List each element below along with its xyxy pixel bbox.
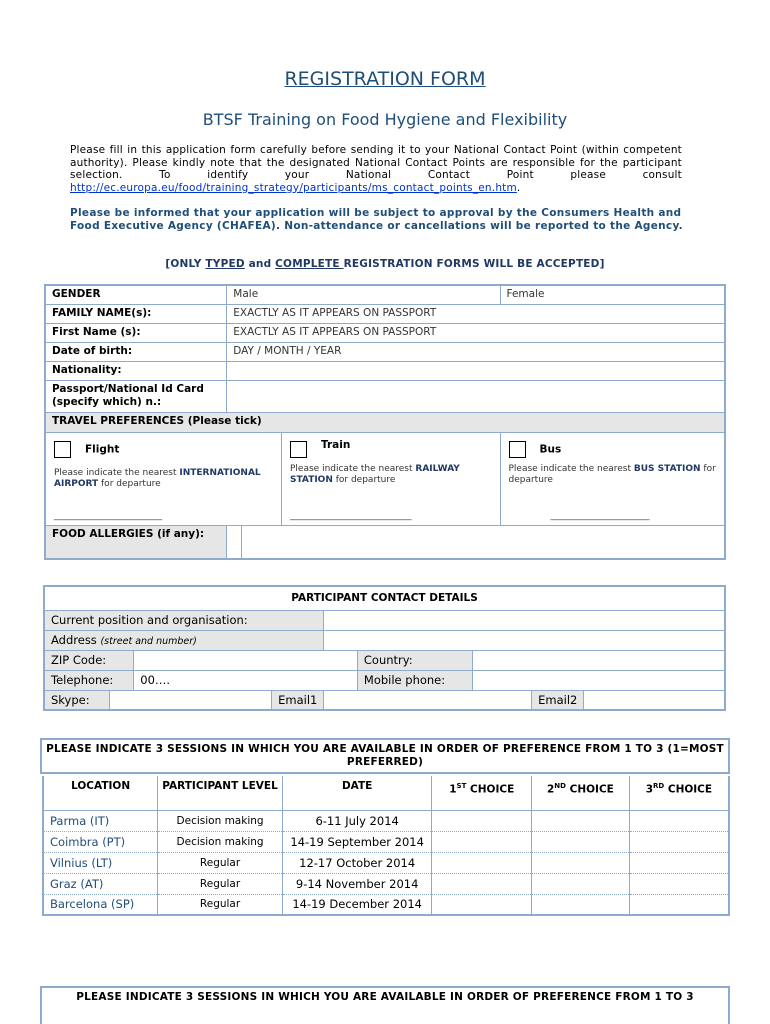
only-prefix: [ONLY xyxy=(165,258,206,270)
intro-end: . xyxy=(516,181,521,194)
col-level: PARTICIPANT LEVEL xyxy=(158,776,283,810)
intro-paragraph xyxy=(70,144,682,194)
choice2-num: 2 xyxy=(546,783,555,796)
session-level: Regular xyxy=(158,852,283,873)
accepted-forms-note xyxy=(0,258,770,270)
flight-note-a: Please indicate the nearest xyxy=(54,467,180,478)
food-allergies-label xyxy=(45,525,227,559)
contact-heading: PARTICIPANT CONTACT DETAILS xyxy=(44,586,725,610)
email2-label: Email2 xyxy=(532,690,584,710)
nationality-label: Nationality: xyxy=(45,361,227,380)
flight-checkbox[interactable] xyxy=(54,441,71,458)
intro-text: Please fill in this application form carefully before sending it to your National Contact Point (within competent authority). Please kindly note that the designated National Contact Points are responsible for the participant selection. To identify your National Contact Point please consult xyxy=(70,144,682,181)
bus-note-b: BUS STATION xyxy=(633,463,701,474)
form-title: REGISTRATION FORM xyxy=(284,68,486,90)
session-date: 14-19 September 2014 xyxy=(282,831,432,852)
skype-label: Skype: xyxy=(44,690,110,710)
bus-checkbox[interactable] xyxy=(509,441,526,458)
sessions-banner-2: PLEASE INDICATE 3 SESSIONS IN WHICH YOU ARE AVAILABLE IN ORDER OF PREFERENCE FROM 1 TO 3 xyxy=(40,986,730,1024)
dob-field[interactable]: DAY / MONTH / YEAR xyxy=(227,342,725,361)
train-checkbox[interactable] xyxy=(290,441,307,458)
session-date: 6-11 July 2014 xyxy=(282,810,432,831)
flight-option xyxy=(46,433,282,525)
country-label: Country: xyxy=(357,650,472,670)
form-subtitle: BTSF Training on Food Hygiene and Flexibility xyxy=(202,110,568,129)
position-field[interactable] xyxy=(324,610,725,630)
bus-line[interactable]: ______________________ xyxy=(550,510,650,521)
choice-3-cell[interactable] xyxy=(629,894,729,915)
nationality-field[interactable] xyxy=(227,361,725,380)
train-note xyxy=(290,464,494,486)
food-allergies-text: FOOD ALLERGIES (if any): xyxy=(52,527,205,540)
choice-3-cell[interactable] xyxy=(629,873,729,894)
first-name-field[interactable]: EXACTLY AS IT APPEARS ON PASSPORT xyxy=(227,323,725,342)
col-choice-2 xyxy=(532,776,630,810)
only-suffix: REGISTRATION FORMS WILL BE ACCEPTED] xyxy=(343,258,605,270)
session-date: 14-19 December 2014 xyxy=(282,894,432,915)
contact-details-table xyxy=(43,585,726,711)
choice1-sup: ST xyxy=(456,782,467,790)
choice-1-cell[interactable] xyxy=(432,873,532,894)
choice-3-cell[interactable] xyxy=(629,852,729,873)
email1-field[interactable] xyxy=(324,690,532,710)
gender-female-option[interactable]: Female xyxy=(500,285,725,304)
session-date: 9-14 November 2014 xyxy=(282,873,432,894)
choice-1-cell[interactable] xyxy=(432,894,532,915)
zip-field[interactable] xyxy=(134,650,358,670)
address-label xyxy=(44,630,324,650)
train-option xyxy=(282,433,500,525)
choice1-word: CHOICE xyxy=(466,783,515,796)
choice-2-cell[interactable] xyxy=(532,894,630,915)
session-location: Parma (IT) xyxy=(43,810,158,831)
passport-field[interactable] xyxy=(227,380,725,412)
telephone-label: Telephone: xyxy=(44,670,134,690)
choice2-sup: ND xyxy=(554,782,566,790)
col-date: DATE xyxy=(282,776,432,810)
gender-male-option[interactable]: Male xyxy=(227,285,500,304)
passport-label: Passport/National Id Card (specify which) n.: xyxy=(45,380,227,412)
choice2-word: CHOICE xyxy=(565,783,614,796)
session-location: Coimbra (PT) xyxy=(43,831,158,852)
table-row xyxy=(43,894,729,915)
table-row xyxy=(43,852,729,873)
contact-points-link[interactable]: http://ec.europa.eu/food/training_strategy/participants/ms_contact_points_en.htm xyxy=(70,181,517,194)
email1-label: Email1 xyxy=(272,690,324,710)
choice-3-cell[interactable] xyxy=(629,810,729,831)
session-date: 12-17 October 2014 xyxy=(282,852,432,873)
only-and: and xyxy=(244,258,276,270)
flight-line[interactable]: ________________________ xyxy=(54,510,162,521)
session-location: Vilnius (LT) xyxy=(43,852,158,873)
flight-note-c: for departure xyxy=(98,478,161,489)
session-level: Decision making xyxy=(158,810,283,831)
table-row xyxy=(43,831,729,852)
position-label: Current position and organisation: xyxy=(44,610,324,630)
col-choice-1 xyxy=(432,776,532,810)
table-row xyxy=(43,873,729,894)
only-typed: TYPED xyxy=(205,258,245,270)
zip-label: ZIP Code: xyxy=(44,650,134,670)
country-field[interactable] xyxy=(473,650,725,670)
bus-note-c: for departure xyxy=(508,463,716,485)
choice3-word: CHOICE xyxy=(664,783,713,796)
train-note-a: Please indicate the nearest xyxy=(290,463,416,474)
first-name-label: First Name (s): xyxy=(45,323,227,342)
choice1-num: 1 xyxy=(449,783,457,796)
choice-1-cell[interactable] xyxy=(432,810,532,831)
flight-note xyxy=(54,468,273,490)
sessions-table xyxy=(42,776,730,916)
bus-label: Bus xyxy=(539,443,562,455)
mobile-field[interactable] xyxy=(473,670,725,690)
address-text: Address xyxy=(51,633,97,647)
choice3-sup: RD xyxy=(653,782,665,790)
choice-2-cell[interactable] xyxy=(532,831,630,852)
telephone-field[interactable]: 00…. xyxy=(134,670,358,690)
train-note-b: RAILWAY STATION xyxy=(290,463,460,485)
train-line[interactable]: ___________________________ xyxy=(290,510,412,521)
food-allergies-field[interactable] xyxy=(227,525,725,559)
col-location: LOCATION xyxy=(43,776,158,810)
choice-2-cell[interactable] xyxy=(532,852,630,873)
session-location: Barcelona (SP) xyxy=(43,894,158,915)
session-level: Regular xyxy=(158,894,283,915)
choice-2-cell[interactable] xyxy=(532,873,630,894)
sessions-banner: PLEASE INDICATE 3 SESSIONS IN WHICH YOU ARE AVAILABLE IN ORDER OF PREFERENCE FROM 1 TO 3 (1=MOST PREFERRED) xyxy=(40,738,730,774)
email2-field[interactable] xyxy=(584,690,725,710)
flight-label: Flight xyxy=(85,443,120,455)
session-level: Regular xyxy=(158,873,283,894)
bus-note-a: Please indicate the nearest xyxy=(508,463,634,474)
flight-note-b: INTERNATIONAL AIRPORT xyxy=(54,467,261,489)
travel-preferences-label: TRAVEL PREFERENCES (Please tick) xyxy=(45,412,725,432)
gender-label: GENDER xyxy=(45,285,227,304)
dob-label: Date of birth: xyxy=(45,342,227,361)
session-level: Decision making xyxy=(158,831,283,852)
choice-3-cell[interactable] xyxy=(629,831,729,852)
choice-1-cell[interactable] xyxy=(432,831,532,852)
train-label: Train xyxy=(321,439,351,451)
col-choice-3 xyxy=(629,776,729,810)
family-name-field[interactable]: EXACTLY AS IT APPEARS ON PASSPORT xyxy=(227,304,725,323)
bus-note xyxy=(509,464,719,486)
address-field[interactable] xyxy=(324,630,725,650)
skype-field[interactable] xyxy=(110,690,272,710)
approval-notice: Please be informed that your application will be subject to approval by the Consumers Health and Food Executive Agency (CHAFEA). Non-attendance or cancellations will be reported to the Agency. xyxy=(70,207,683,232)
bus-option xyxy=(500,432,725,525)
session-location: Graz (AT) xyxy=(43,873,158,894)
choice-2-cell[interactable] xyxy=(532,810,630,831)
family-name-label: FAMILY NAME(s): xyxy=(45,304,227,323)
personal-details-table xyxy=(44,284,726,560)
choice3-num: 3 xyxy=(645,783,653,796)
address-hint: (street and number) xyxy=(100,636,197,647)
table-row xyxy=(43,810,729,831)
choice-1-cell[interactable] xyxy=(432,852,532,873)
train-note-c: for departure xyxy=(332,474,396,485)
only-complete: COMPLETE xyxy=(275,258,344,270)
flight-cell xyxy=(45,432,500,525)
mobile-label: Mobile phone: xyxy=(357,670,472,690)
